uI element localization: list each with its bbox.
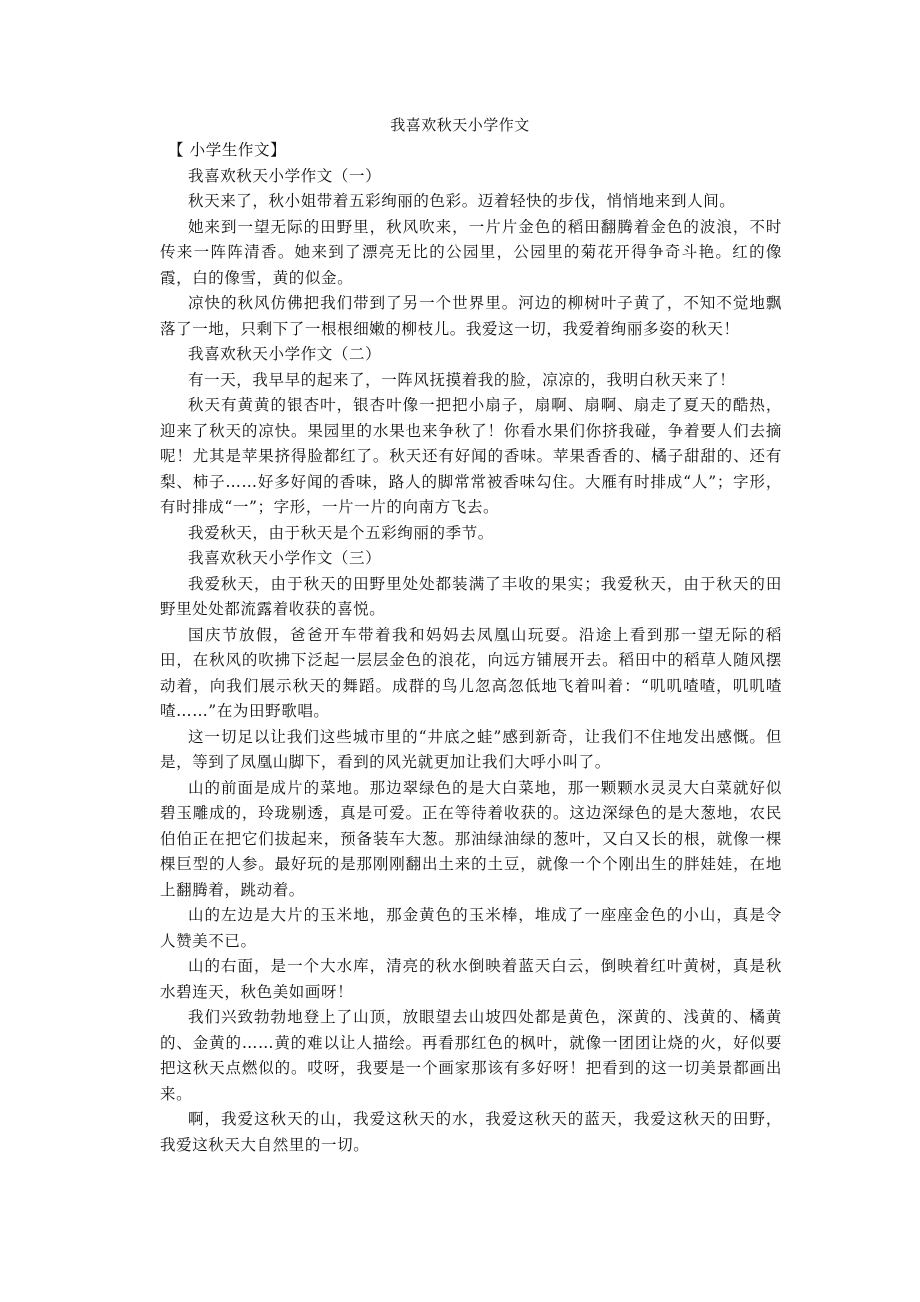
- paragraph: 啊，我爱这秋天的山，我爱这秋天的水，我爱这秋天的蓝天，我爱这秋天的田野，我爱这秋天大自然里的一切。: [160, 1110, 782, 1154]
- paragraph: 秋天有黄黄的银杏叶，银杏叶像一把把小扇子，扇啊、扇啊、扇走了夏天的酷热，迎来了秋天的凉快。果园里的水果也来争秋了！你看水果们你挤我碰，争着要人们去摘呢！尤其是苹果挤得脸都红了。秋天还有好闻的香味。苹果香香的、橘子甜甜的、还有梨、柿子……好多好闻的香味，路人的脚常常被香味勾住。大雁有时排成“人”；字形，有时排成“一”；字形，一片一片的向南方飞去。: [160, 396, 782, 516]
- paragraph: 她来到一望无际的田野里，秋风吹来，一片片金色的稻田翻腾着金色的波浪，不时传来一阵阵清香。她来到了漂亮无比的公园里，公园里的菊花开得争奇斗艳。红的像霞，白的像雪，黄的似金。: [160, 217, 782, 287]
- essay-heading-3: 我喜欢秋天小学作文（三）: [188, 549, 382, 567]
- paragraph: 山的前面是成片的菜地。那边翠绿色的是大白菜地，那一颗颗水灵灵大白菜就好似碧玉雕成的，玲珑剔透，真是可爱。正在等待着收获的。这边深绿色的是大葱地，农民伯伯正在把它们拔起来，预备装车大葱。那油绿油绿的葱叶，又白又长的根，就像一棵棵巨型的人参。最好玩的是那刚刚翻出土来的土豆，就像一个个刚出生的胖娃娃，在地上翻腾着，跳动着。: [160, 778, 782, 899]
- essay-heading-2: 我喜欢秋天小学作文（二）: [188, 345, 382, 363]
- paragraph: 山的左边是大片的玉米地，那金黄色的玉米棒，堆成了一座座金色的小山，真是令人赞美不已。: [160, 906, 782, 950]
- paragraph: 有一天，我早早的起来了，一阵风抚摸着我的脸，凉凉的，我明白秋天来了！: [188, 370, 736, 389]
- paragraph: 秋天来了，秋小姐带着五彩绚丽的色彩。迈着轻快的步伐，悄悄地来到人间。: [188, 192, 736, 210]
- document-body: [160, 138, 782, 1158]
- paragraph: 凉快的秋风仿佛把我们带到了另一个世界里。河边的柳树叶子黄了，不知不觉地飘落了一地，只剩下了一根根细嫩的柳枝儿。我爱这一切，我爱着绚丽多姿的秋天！: [160, 294, 782, 338]
- document-title: 我喜欢秋天小学作文: [390, 116, 530, 134]
- paragraph: 我们兴致勃勃地登上了山顶，放眼望去山坡四处都是黄色，深黄的、浅黄的、橘黄的、金黄的……黄的难以让人描绘。再看那红色的枫叶，就像一团团让烧的火，好似要把这秋天点燃似的。哎呀，我要是一个画家那该有多好呀！把看到的这一切美景都画出来。: [160, 1008, 782, 1103]
- paragraph: 山的右面，是一个大水库，清亮的秋水倒映着蓝天白云，倒映着红叶黄树，真是秋水碧连天，秋色美如画呀！: [160, 957, 782, 1001]
- paragraph: 这一切足以让我们这些城市里的“井底之蛙”感到新奇，让我们不住地发出感慨。但是，等到了凤凰山脚下，看到的风光就更加让我们大呼小叫了。: [160, 727, 782, 771]
- paragraph: 我爱秋天，由于秋天的田野里处处都装满了丰收的果实；我爱秋天，由于秋天的田野里处处都流露着收获的喜悦。: [160, 574, 782, 618]
- paragraph: 我爱秋天，由于秋天是个五彩绚丽的季节。: [188, 523, 494, 542]
- category-label: 【 小学生作文】: [168, 141, 287, 159]
- paragraph: 国庆节放假，爸爸开车带着我和妈妈去凤凰山玩耍。沿途上看到那一望无际的稻田，在秋风的吹拂下泛起一层层金色的浪花，向远方铺展开去。稻田中的稻草人随风摆动着，向我们展示秋天的舞蹈。成群的鸟儿忽高忽低地飞着叫着：“叽叽喳喳，叽叽喳喳……”在为田野歌唱。: [160, 625, 782, 720]
- essay-heading-1: 我喜欢秋天小学作文（一）: [188, 166, 382, 185]
